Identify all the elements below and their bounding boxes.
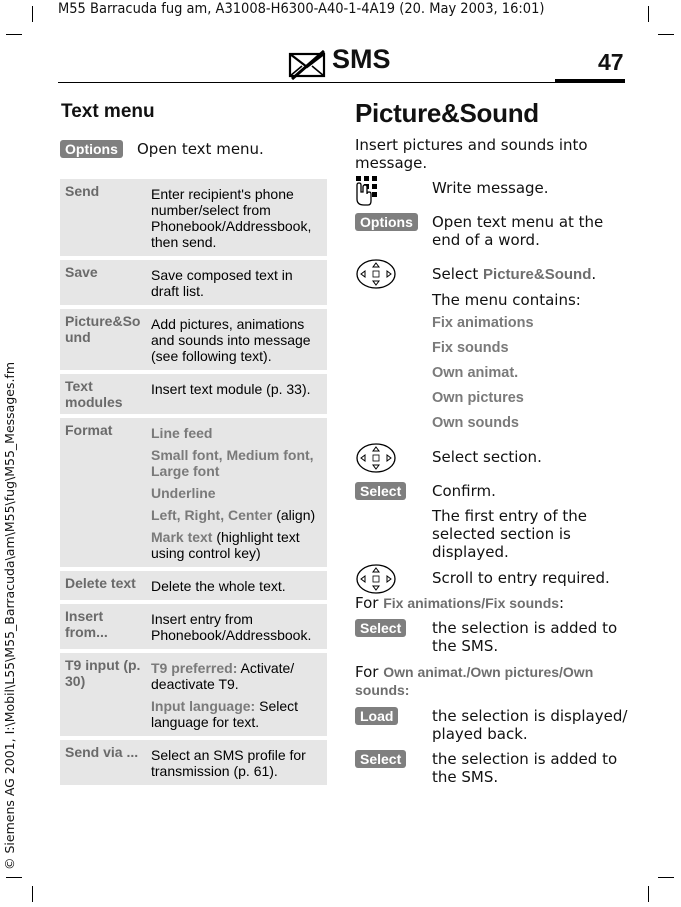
- text-menu-description: Insert entry from Phonebook/Addressbook.: [149, 604, 327, 649]
- select-picture-sound-text: Select Picture&Sound.: [432, 265, 597, 283]
- menu-list-item: Own pictures: [432, 390, 524, 406]
- options-row: [355, 212, 630, 252]
- menu-list-item: Own animat.: [432, 365, 519, 381]
- header-rule: [58, 82, 625, 83]
- for-fix-label: For Fix animations/Fix sounds:: [355, 594, 565, 612]
- text-menu-key: Delete text: [60, 571, 149, 600]
- select-added-row-2: [355, 749, 630, 789]
- text-menu-row: [60, 374, 327, 414]
- select-added-row-1: [355, 618, 630, 658]
- text-menu-row: [60, 418, 327, 567]
- load-key: Load: [355, 706, 398, 725]
- sms-envelope-icon: [288, 50, 328, 84]
- added-text-2: the selection is added to the SMS.: [432, 750, 618, 786]
- crop-mark: [648, 6, 649, 22]
- select-key: Select: [355, 749, 406, 768]
- navigation-key-icon: [355, 442, 397, 478]
- text-menu-row: [60, 571, 327, 600]
- confirm-note: The first entry of the selected section is displayed.: [432, 507, 588, 561]
- text-menu-key: T9 input (p. 30): [60, 653, 149, 736]
- crop-mark: [648, 886, 649, 902]
- text-menu-key: Text modules: [60, 374, 149, 414]
- menu-list-item: Own sounds: [432, 415, 519, 431]
- options-row-text: Open text menu at the end of a word.: [432, 213, 604, 249]
- confirm-row: [355, 481, 630, 565]
- added-text-1: the selection is added to the SMS.: [432, 619, 618, 655]
- keypad-icon: [355, 175, 385, 211]
- options-key: Options: [60, 139, 123, 158]
- text-menu-key: Send via ...: [60, 740, 149, 785]
- write-message-row: [355, 175, 630, 207]
- select-section-text: Select section.: [432, 448, 542, 466]
- text-menu-description: Add pictures, animations and sounds into message (see following text).: [149, 309, 327, 370]
- text-menu-row: [60, 740, 327, 785]
- for-own-label: For Own animat./Own pictures/Own sounds:: [355, 663, 594, 698]
- crop-mark: [6, 34, 22, 35]
- write-message-text: Write message.: [432, 179, 549, 197]
- text-menu-description: Line feed Small font, Medium font, Large font Underline Left, Right, Center (align) Mark text (highlight text using control key): [149, 418, 327, 567]
- header-rule-thick: [555, 79, 625, 82]
- select-key: Select: [355, 618, 406, 637]
- text-menu-row: [60, 260, 327, 305]
- text-menu-heading: Text menu: [61, 101, 155, 122]
- text-menu-description: T9 preferred: Activate/ deactivate T9. Input language: Select language for text.: [149, 653, 327, 736]
- menu-list: [432, 311, 632, 436]
- text-menu-description: Save composed text in draft list.: [149, 260, 327, 305]
- scroll-text: Scroll to entry required.: [432, 569, 610, 587]
- text-menu-row: [60, 309, 327, 370]
- scroll-row: [355, 563, 630, 597]
- menu-contains-text: The menu contains:: [432, 291, 581, 309]
- page-number: 47: [598, 49, 624, 75]
- side-note: © Siemens AG 2001, I:\Mobil\L55\M55_Barracuda\am\M55\fug\M55_Messages.fm: [2, 361, 17, 870]
- text-menu-description: Enter recipient's phone number/select from Phonebook/Addressbook, then send.: [149, 179, 327, 256]
- select-picture-sound-row: [355, 258, 630, 438]
- load-row: [355, 706, 630, 746]
- menu-list-item: Fix sounds: [432, 340, 509, 356]
- select-key: Select: [355, 481, 406, 500]
- text-menu-key: Insert from...: [60, 604, 149, 649]
- text-menu-key: Picture&Sound: [60, 309, 149, 370]
- text-menu-key: Save: [60, 260, 149, 305]
- page-title: SMS: [332, 44, 391, 74]
- text-menu-table: [60, 175, 327, 789]
- text-menu-description: Delete the whole text.: [149, 571, 327, 600]
- text-menu-description: Select an SMS profile for transmission (p. 61).: [149, 740, 327, 785]
- crop-mark: [6, 877, 22, 878]
- crop-mark: [32, 6, 33, 22]
- text-menu-row: [60, 179, 327, 256]
- confirm-text: Confirm.: [432, 482, 496, 500]
- crop-mark: [658, 34, 674, 35]
- text-menu-key: Send: [60, 179, 149, 256]
- text-menu-key: Format: [60, 418, 149, 567]
- running-head: M55 Barracuda fug am, A31008-H6300-A40-1-4A19 (20. May 2003, 16:01): [58, 1, 545, 17]
- options-key-2: Options: [355, 212, 418, 231]
- crop-mark: [658, 877, 674, 878]
- text-menu-row: [60, 653, 327, 736]
- text-menu-description: Insert text module (p. 33).: [149, 374, 327, 414]
- crop-mark: [32, 886, 33, 902]
- load-text: the selection is displayed/ played back.: [432, 707, 628, 743]
- text-menu-row: [60, 604, 327, 649]
- menu-list-item: Fix animations: [432, 315, 534, 331]
- picture-sound-heading: Picture&Sound: [355, 98, 539, 128]
- navigation-key-icon: [355, 258, 397, 294]
- picture-sound-intro: Insert pictures and sounds into message.: [355, 136, 588, 172]
- options-description: Open text menu.: [137, 140, 264, 158]
- select-section-row: [355, 442, 630, 476]
